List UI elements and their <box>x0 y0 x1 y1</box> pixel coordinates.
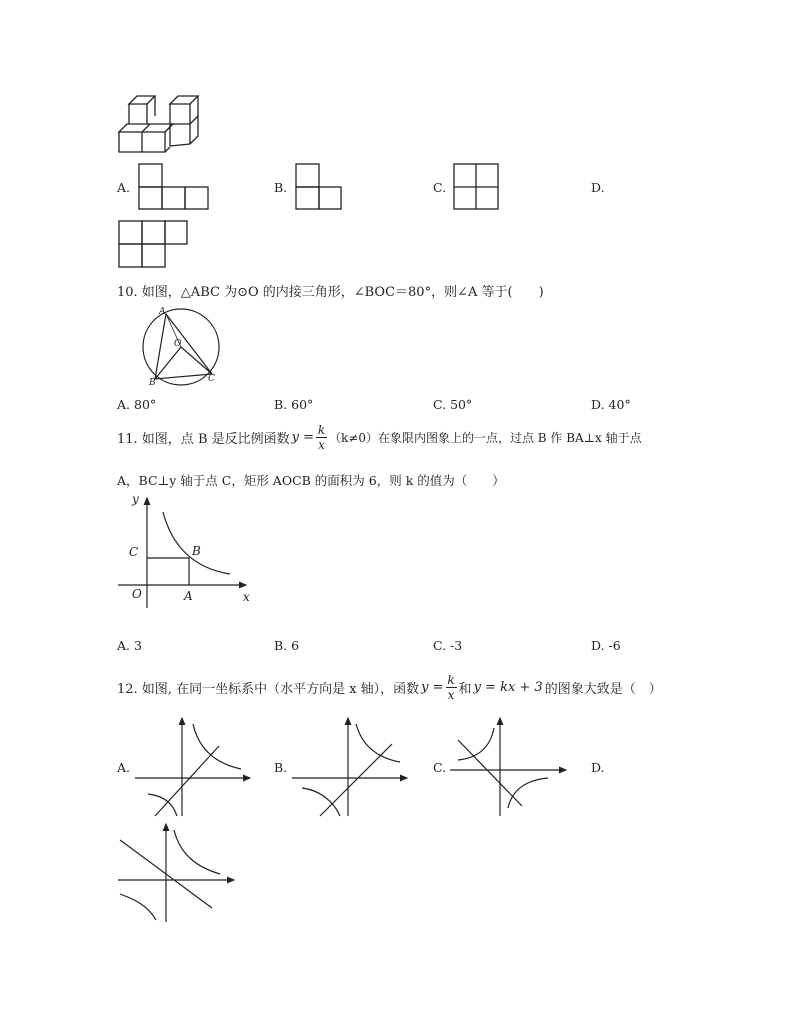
q10-option-a-letter: A. <box>117 397 131 412</box>
q11-option-c[interactable] <box>433 638 462 653</box>
q10-option-d-text: 40° <box>608 397 631 412</box>
q11-fraction <box>316 424 327 451</box>
q11-stem-b: （k≠0）在象限内图象上的一点，过点 B 作 BA⊥x 轴于点 <box>329 431 642 445</box>
q11-option-a[interactable] <box>117 638 142 653</box>
q9-option-d-label[interactable]: D. <box>591 180 605 195</box>
q12-fraction <box>446 674 457 701</box>
q10-option-a[interactable] <box>117 397 156 412</box>
q12-frac-den: x <box>447 688 455 702</box>
q11-option-c-letter: C. <box>433 638 447 653</box>
q10-option-b-letter: B. <box>274 397 288 412</box>
q10-option-b-text: 60° <box>291 397 314 412</box>
q12-option-a-graph[interactable] <box>133 716 253 816</box>
q9-option-a-net[interactable] <box>136 162 211 212</box>
q12-stem-mid: 和 <box>458 682 472 697</box>
q12-option-c-label[interactable]: C. <box>433 760 447 775</box>
q12-eq2: y = kx + 3 <box>473 680 543 695</box>
q12-option-b-label[interactable]: B. <box>274 760 288 775</box>
q9-option-b-net[interactable] <box>293 162 343 212</box>
q12-stem-b: 的图象大致是（ ） <box>544 682 662 697</box>
q11-label-y: y <box>132 492 139 506</box>
q11-option-a-text: 3 <box>134 638 142 653</box>
q11-frac-den: x <box>318 438 325 452</box>
q12-frac-num: k <box>447 673 455 687</box>
q10-label-c: C <box>208 374 215 384</box>
q11-label-b: B <box>192 544 201 558</box>
q9-solid-figure <box>115 90 235 160</box>
q11-option-b-letter: B. <box>274 638 288 653</box>
q11-option-d[interactable] <box>591 638 621 653</box>
q11-stem-line2: A，BC⊥y 轴于点 C，矩形 AOCB 的面积为 6，则 k 的值为（ ） <box>117 473 505 488</box>
q12-option-d-graph[interactable] <box>116 822 246 922</box>
q10-label-o: O <box>174 339 182 349</box>
q12-option-a-label[interactable]: A. <box>117 760 131 775</box>
q11-label-c: C <box>129 545 139 559</box>
q12-option-d-label[interactable]: D. <box>591 760 605 775</box>
q11-option-d-letter: D. <box>591 638 605 653</box>
q9-option-b-label[interactable]: B. <box>274 180 288 195</box>
q11-label-o: O <box>132 587 142 601</box>
q9-option-c-label[interactable]: C. <box>433 180 447 195</box>
q11-option-d-text: -6 <box>608 638 621 653</box>
q12-stem <box>117 674 662 701</box>
q11-label-x: x <box>243 590 250 604</box>
q10-option-d[interactable] <box>591 397 631 412</box>
q10-label-b: B <box>149 378 156 388</box>
q11-option-c-text: -3 <box>450 638 463 653</box>
q9-option-a-label[interactable]: A. <box>117 180 131 195</box>
q11-stem-a: 11. 如图，点 B 是反比例函数 <box>117 432 290 447</box>
q11-stem-line1 <box>117 424 642 451</box>
q9-option-c-net[interactable] <box>451 162 501 212</box>
q10-label-a: A <box>159 307 166 317</box>
q11-eq-y: y = <box>291 430 314 445</box>
q12-eq-y: y = <box>421 680 444 695</box>
q11-option-b[interactable] <box>274 638 299 653</box>
q10-option-d-letter: D. <box>591 397 605 412</box>
q12-option-b-graph[interactable] <box>290 716 410 816</box>
q12-stem-a: 12. 如图, 在同一坐标系中（水平方向是 x 轴），函数 <box>117 682 420 697</box>
q11-graph-figure <box>116 488 266 613</box>
q11-frac-num: k <box>317 423 326 437</box>
q12-option-c-graph[interactable] <box>448 716 588 816</box>
q10-option-a-text: 80° <box>134 397 157 412</box>
q10-option-c-text: 50° <box>450 397 473 412</box>
q11-label-a: A <box>184 589 193 603</box>
q11-option-a-letter: A. <box>117 638 131 653</box>
q10-option-c-letter: C. <box>433 397 447 412</box>
q10-option-c[interactable] <box>433 397 472 412</box>
q10-stem: 10. 如图，△ABC 为⊙O 的内接三角形，∠BOC＝80°，则∠A 等于( ) <box>117 285 544 300</box>
q11-option-b-text: 6 <box>291 638 300 653</box>
q9-option-d-net[interactable] <box>116 218 191 270</box>
q10-option-b[interactable] <box>274 397 313 412</box>
q10-circle-figure <box>140 303 230 388</box>
